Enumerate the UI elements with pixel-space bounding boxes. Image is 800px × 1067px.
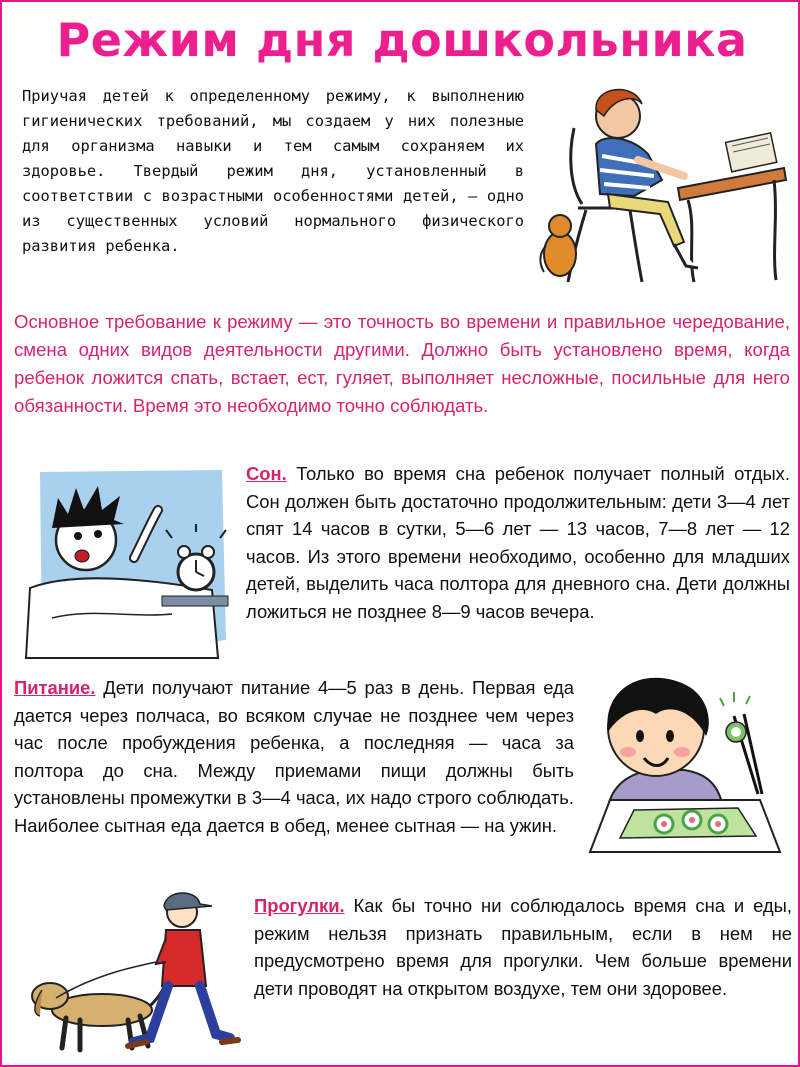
sleep-paragraph <box>246 460 790 625</box>
intro-paragraph: Приучая детей к определенному режиму, к выполнению гигиенических требований, мы создаем у них полезные для организма навыки и тем самым сохраняем их здоровье. Твердый режим дня, установленный в соответствии с возрастными особенностями детей, — одно из существенных условий нормального физического развития ребенка. <box>22 87 524 255</box>
food-heading: Питание. <box>14 677 96 698</box>
walk-text: Как бы точно ни соблюдалось время сна и еды, режим нельзя признать правильным, если в нем не предусмотрено время для прогулки. Чем больше времени дети проводят на открытом воздухе, тем они здоровее. <box>254 895 792 999</box>
boy-studying-illustration <box>538 76 790 286</box>
girl-eating-illustration <box>584 670 788 858</box>
food-paragraph <box>14 674 574 839</box>
page-title: Режим дня дошкольника <box>56 13 748 67</box>
walk-paragraph <box>254 892 792 1002</box>
walk-heading: Прогулки. <box>254 895 345 916</box>
requirement-paragraph: Основное требование к режиму — это точность во времени и правильное чередование, смена одних видов деятельности другими. Должно быть установлено время, когда ребенок ложится спать, встает, ест, гуляет, выполняет несложные, посильные для него обязанности. Время это необходимо точно соблюдать. <box>14 311 790 416</box>
boy-walking-dog-illustration <box>16 882 248 1064</box>
food-text: Дети получают питание 4—5 раз в день. Первая еда дается через полчаса, во всяком случае не позднее чем через час после пробуждения ребенка, а последняя — часа за полтора до сна. Между приемами пищи должны быть установлены промежутки в 3—4 часа, их надо строго соблюдать. Наиболее сытная еда дается в обед, менее сытная — на ужин. <box>14 677 574 836</box>
sleep-text: Только во время сна ребенок получает полный отдых. Сон должен быть достаточно продолжительным: дети 3—4 лет спят 14 часов в сутки, 5—6 лет — 13 часов, 7—8 лет — 12 часов. Из этого времени необходимо, особенно для младших детей, выделить часа полтора для дневного сна. Дети должны ложиться не позднее 8—9 часов вечера. <box>246 463 790 622</box>
boy-waking-up-illustration <box>12 468 234 664</box>
sleep-heading: Сон. <box>246 463 287 484</box>
